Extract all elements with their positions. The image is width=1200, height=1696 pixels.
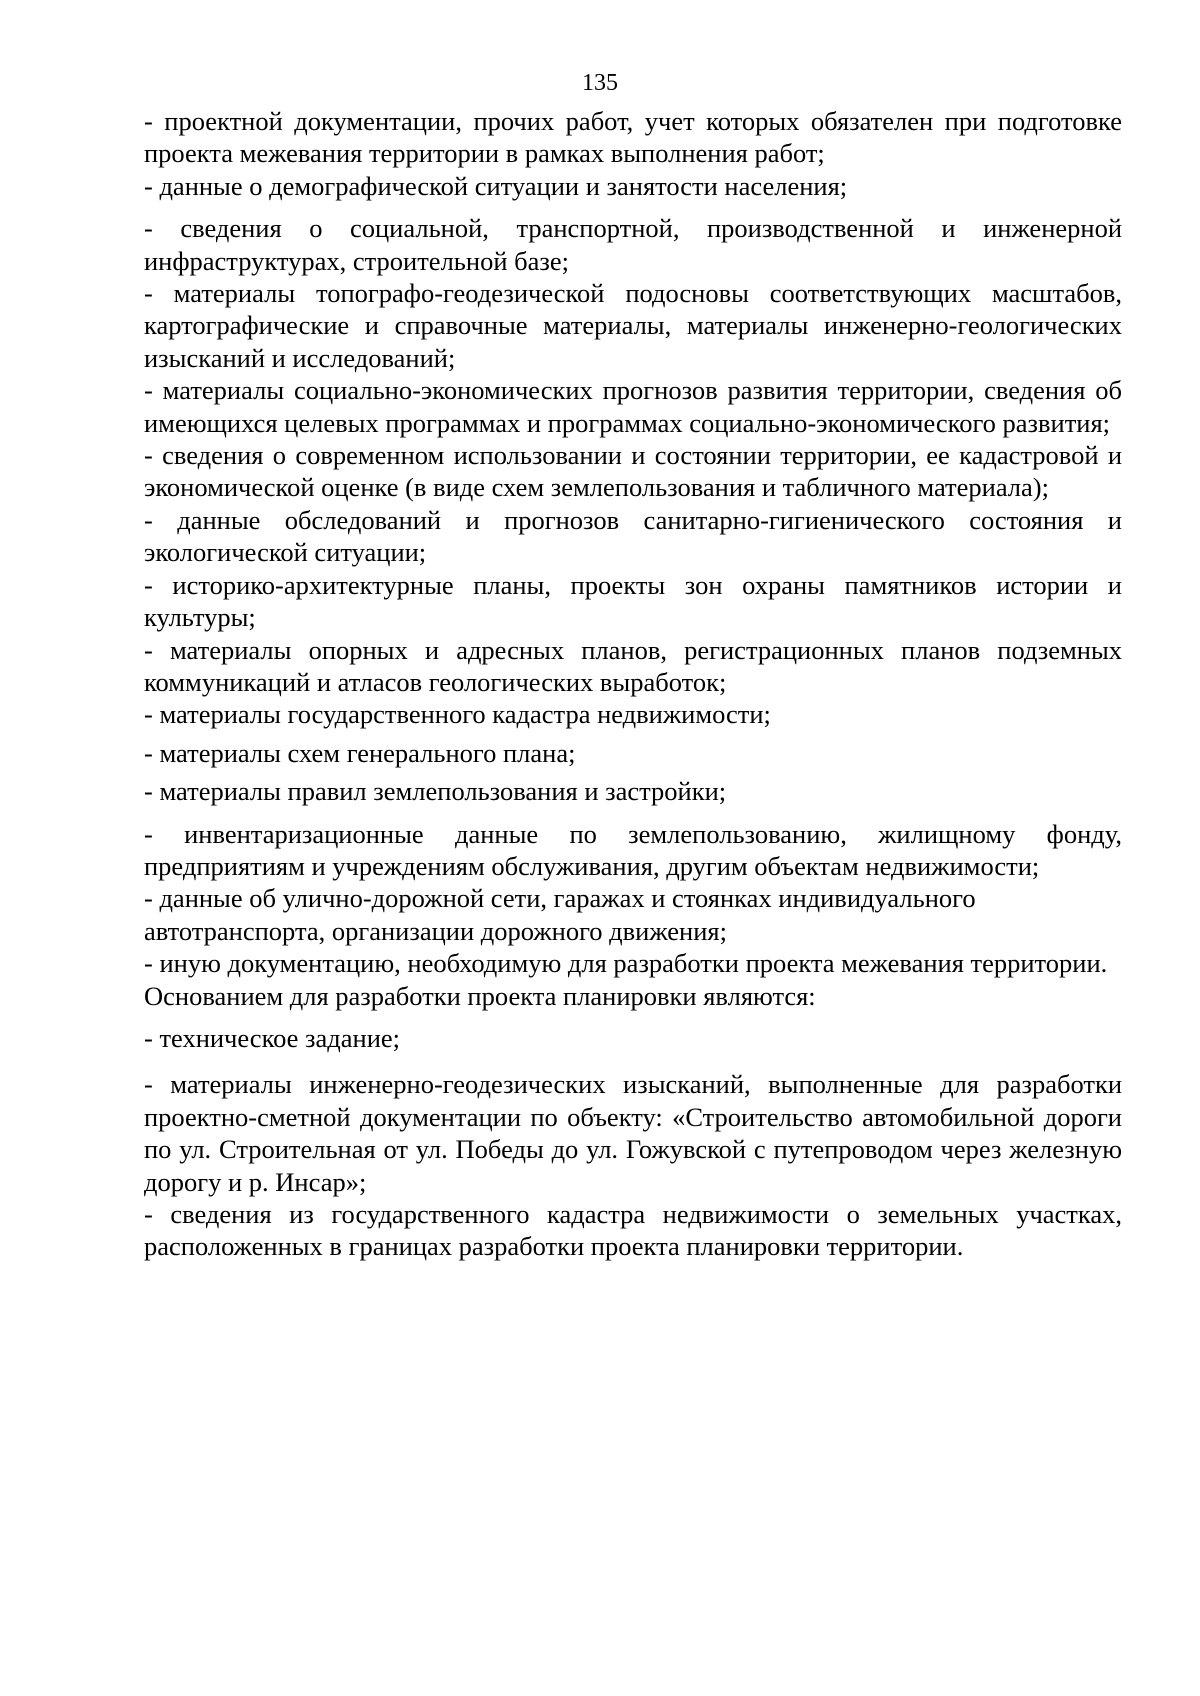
paragraph-item: - данные о демографической ситуации и занятости населения; [144,170,848,201]
paragraph-item: - материалы опорных и адресных планов, регистрационных планов подземных коммуникаций и атласов геологических выработок; [144,634,1122,697]
paragraph-item: - инвентаризационные данные по землепользованию, жилищному фонду, предприятиям и учреждениям обслуживания, другим объектам недвижимости; [144,818,1122,881]
paragraph-item: Основанием для разработки проекта планировки являются: [144,980,816,1011]
paragraph-item: - сведения о современном использовании и состоянии территории, ее кадастровой и экономической оценке (в виде схем землепользования и табличного материала); [144,440,1122,503]
paragraph-item: - материалы топографо-геодезической подосновы соответствующих масштабов, картографические и справочные материалы, материалы инженерно-геологических изысканий и исследований; [144,278,1122,373]
paragraph-item: - данные об улично-дорожной сети, гаражах и стоянках индивидуального автотранспорта, организации дорожного движения; [144,883,976,946]
paragraph-item: - проектной документации, прочих работ, учет которых обязателен при подготовке проекта межевания территории в рамках выполнения работ; [144,106,1122,169]
paragraph-item: - материалы инженерно-геодезических изысканий, выполненные для разработки проектно-сметной документации по объекту: «Строительство автомобильной дороги по ул. Строительная от ул. Победы до ул. Гожувской с путепроводом через железную дорогу и р. Инсар»; [144,1069,1122,1197]
document-body [144,105,1122,1263]
paragraph-item: - материалы государственного кадастра недвижимости; [144,699,771,730]
paragraph-item: - сведения из государственного кадастра недвижимости о земельных участках, расположенных в границах разработки проекта планировки территории. [144,1199,1122,1262]
paragraph-item: - материалы схем генерального плана; [144,737,576,768]
page-number: 135 [582,70,618,96]
paragraph-item: - материалы правил землепользования и застройки; [144,776,727,807]
paragraph-item: - историко-архитектурные планы, проекты зон охраны памятников истории и культуры; [144,569,1122,633]
paragraph-item: - материалы социально-экономических прогнозов развития территории, сведения об имеющихся целевых программах и программах социально-экономического развития; [144,375,1122,438]
paragraph-item: - техническое задание; [144,1022,401,1053]
paragraph-item: - сведения о социальной, транспортной, производственной и инженерной инфраструктурах, строительной базе; [144,213,1122,276]
paragraph-item: - данные обследований и прогнозов санитарно-гигиенического состояния и экологической ситуации; [144,504,1122,568]
paragraph-item: - иную документацию, необходимую для разработки проекта межевания территории. [144,948,1108,979]
